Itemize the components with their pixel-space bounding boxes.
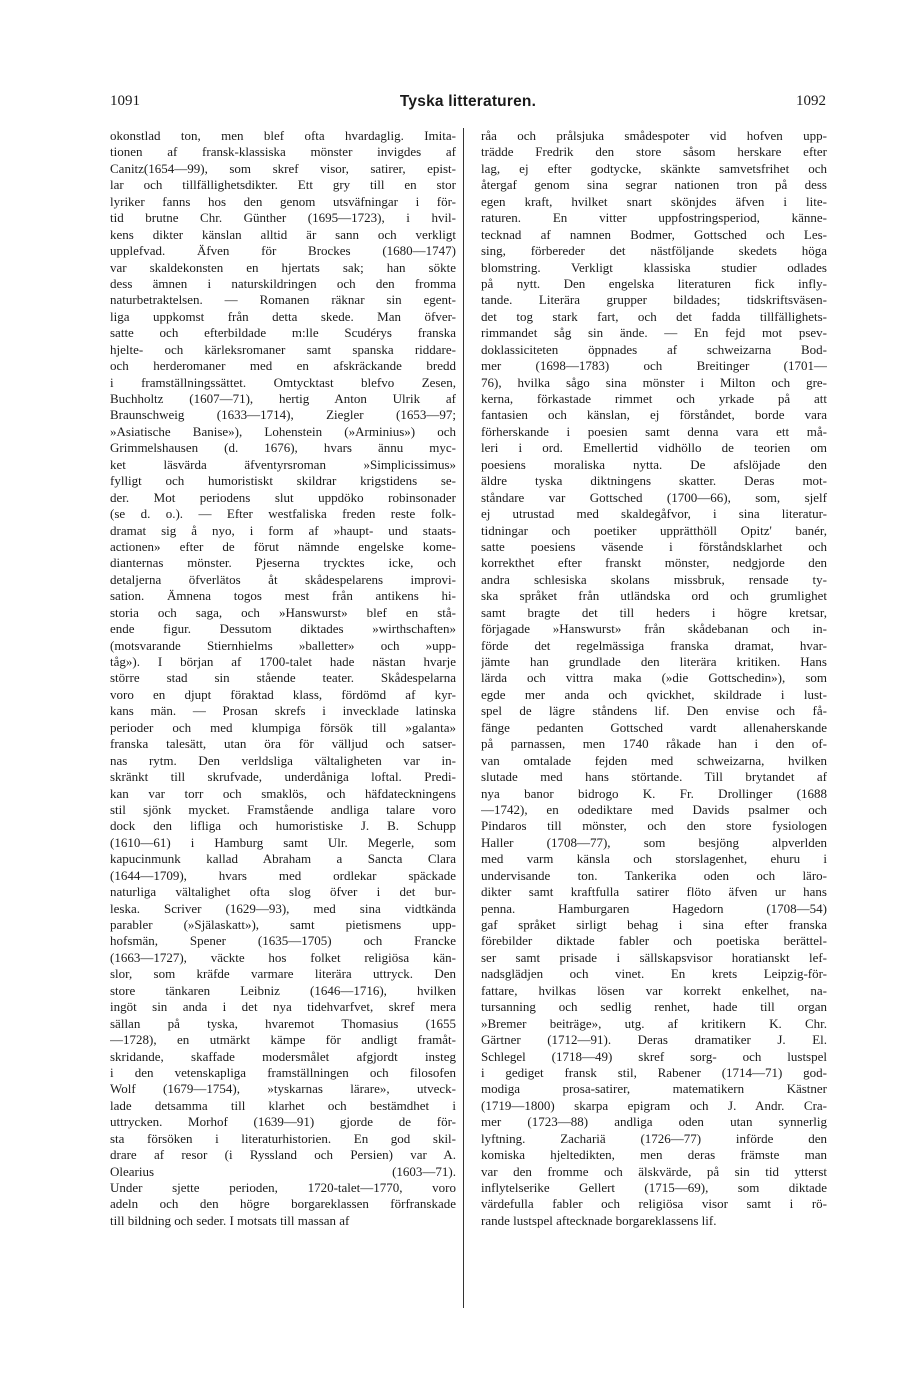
- text-line: Schlegel (1718—49) skref sorg- och lustspel: [481, 1048, 827, 1064]
- text-line: leska. Scriver (1629—93), med sina vidtkända: [110, 900, 456, 916]
- text-line: Buchholtz (1607—71), hertig Anton Ulrik af: [110, 391, 456, 406]
- text-line: hofsmän, Spener (1635—1705) och Francke: [110, 933, 456, 949]
- text-line: var den fromme och älskvärde, på sin tid ytterst: [481, 1163, 827, 1179]
- text-line: kens dikter känslan alltid är sann och verkligt: [110, 226, 456, 242]
- text-line: egen kraft, hvilket snart skönjdes äfven i lite-: [481, 193, 827, 209]
- text-line: detaljerna öfverlätos åt skådespelarens improvi-: [110, 571, 456, 587]
- text-line: var skaldekonsten en hjertats sak; han sökte: [110, 259, 456, 275]
- text-line: kerna, förkastade rimmet och yrkade på att: [481, 391, 827, 406]
- text-line: penna. Hamburgaren Hagedorn (1708—54): [481, 900, 827, 916]
- text-line: jämte han grundlade den literära kritiken. Hans: [481, 654, 827, 669]
- text-line: dramat sig å nyo, i form af »haupt- und staats-: [110, 522, 456, 538]
- text-line: leri i ord. Emellertid vidhöllo de teorien om: [481, 440, 827, 456]
- text-line: tid brutne Chr. Günther (1695—1723), i hvil-: [110, 210, 456, 226]
- text-line: lärda och vittra maka (»die Gottschedin»), som: [481, 670, 827, 686]
- text-line: ej utrustad med skaldegåfvor, i sina literatur-: [481, 506, 827, 522]
- text-line: Grimmelshausen (d. 1676), hvars ännu myc-: [110, 440, 456, 456]
- text-line: förde det regelmässiga franska dramat, hvar-: [481, 637, 827, 653]
- text-line: nas rytm. Den verldsliga vältaligheten var in-: [110, 752, 456, 768]
- text-line: tande. Literära grupper bildades; tidskriftsväsen-: [481, 292, 827, 308]
- text-line: skridande, skaffade modersmålet afgjordt insteg: [110, 1048, 456, 1064]
- text-line: store tänkaren Leibniz (1646—1716), hvilken: [110, 982, 456, 998]
- left-column: [110, 128, 456, 1229]
- text-line: Under sjette perioden, 1720-talet—1770, voro: [110, 1180, 456, 1195]
- text-line: mer (1698—1783) och Breitinger (1701—: [481, 358, 827, 374]
- text-line: blomstring. Verkligt klassiska studier odlades: [481, 259, 827, 275]
- text-line: tecknad af namnen Bodmer, Gottsched och Les-: [481, 226, 827, 242]
- text-line: ståndare var Gottsched (1700—66), som, sjelf: [481, 489, 827, 505]
- text-line: lyriker fanns hos den genom utsväfningar i för-: [110, 193, 456, 209]
- text-line: modiga prosa-satirer, matematikern Kästner: [481, 1081, 827, 1097]
- text-line: upplefvad. Äfven för Brockes (1680—1747): [110, 243, 456, 259]
- text-line: ende figur. Dessutom diktades »wirthschaften»: [110, 621, 456, 637]
- text-line: raturen. En vitter uppfostringsperiod, känne-: [481, 210, 827, 226]
- text-line: liga uppkomst från detta skede. Man öfver-: [110, 308, 456, 324]
- text-line: inflytelserike Gellert (1715—69), som diktade: [481, 1180, 827, 1195]
- text-line: undervisande ton. Tankerika oden och läro-: [481, 867, 827, 883]
- text-line: tåg»). I början af 1700-talet hade nästan hvarje: [110, 654, 456, 669]
- page-number-right: 1092: [796, 93, 826, 109]
- text-line: »Bremer beiträge», utg. af kritikern K. Chr.: [481, 1015, 827, 1031]
- text-line: i den vetenskapliga framställningen och filosofen: [110, 1064, 456, 1080]
- text-line: nya banor bidrogo K. Fr. Drollinger (1688: [481, 785, 827, 801]
- text-line: rande lustspel aftecknade borgareklassens lif.: [481, 1212, 717, 1228]
- text-line: dess ämnen i naturskildringen och den fromma: [110, 275, 456, 291]
- text-line: Gärtner (1712—91). Deras dramatiker J. El.: [481, 1032, 827, 1048]
- text-line: lade detsamma till klarhet och bestämdhet i: [110, 1097, 456, 1113]
- running-title: Tyska litteraturen.: [399, 93, 537, 110]
- text-line: tionen af fransk-klassiska mönster invigdes af: [110, 144, 456, 160]
- text-line: dikter samt kraftfulla satirer flöto äfven ur hans: [481, 884, 827, 900]
- text-line: återgaf genom sina segrar nationen tron på dess: [481, 177, 827, 193]
- text-line: större stad sin stående teater. Skådespelarna: [110, 670, 456, 686]
- text-line: ser samt prisade i sällskapsvisor horatianskt lef-: [481, 949, 827, 965]
- text-line: på nytt. Den engelska literaturen fick infly-: [481, 275, 827, 291]
- text-line: Haller (1708—77), som besjöng alpverlden: [481, 834, 827, 850]
- text-line: (1610—61) i Hamburg samt Ulr. Megerle, som: [110, 834, 456, 850]
- text-line: kapucinmunk kallad Abraham a Sancta Clara: [110, 851, 456, 867]
- text-line: ska språket från utländska ord och grumlighet: [481, 588, 827, 604]
- text-line: korrekthet efter franskt mönster, nedgjorde den: [481, 555, 827, 571]
- right-column: [481, 128, 827, 1229]
- text-line: franska talesätt, utan öra för välljud och satser-: [110, 736, 456, 752]
- text-line: lag, ej efter godtycke, skänkte samvetsfrihet och: [481, 160, 827, 176]
- text-line: kan var torr och smaklös, och häfdateckningens: [110, 785, 456, 801]
- text-line: —1728), en utmärkt kämpe för andligt framåt-: [110, 1032, 456, 1048]
- text-line: der. Mot periodens slut uppdöko robinsonader: [110, 489, 456, 505]
- text-line: tidningar och poetiker upprätthöll Opitz' banér,: [481, 522, 827, 538]
- text-line: sta försöken i literaturhistorien. En god skil-: [110, 1130, 456, 1146]
- text-line: egde mer anda och qvickhet, skildrade i lust-: [481, 686, 827, 702]
- text-line: (1719—1800) skarpa epigram och J. Andr. Cra-: [481, 1097, 827, 1113]
- text-line: (1663—1727), väckte hos folket religiösa kän-: [110, 949, 456, 965]
- text-line: slutade med hans störtande. Till brytandet af: [481, 769, 827, 785]
- text-line: okonstlad ton, men blef ofta hvardaglig. Imita-: [110, 128, 456, 143]
- text-line: uttrycken. Morhof (1639—91) gjorde de för-: [110, 1114, 456, 1130]
- text-line: drare af resor (i Ryssland och Persien) var A.: [110, 1147, 456, 1163]
- text-line: storia och saga, och »Hanswurst» blef en stå-: [110, 604, 456, 620]
- text-line: fylligt och humoristiskt skildrar krigstidens se-: [110, 473, 456, 489]
- text-line: —1742), en odediktare med Davids psalmer och: [481, 801, 827, 817]
- text-line: 76), hvilka sågo sina mönster i Milton och gre-: [481, 374, 827, 390]
- text-line: doklassiciteten öppnades af schweizarna Bod-: [481, 341, 827, 357]
- text-line: adeln och den högre borgareklassen förfranskade: [110, 1196, 456, 1212]
- text-line: spel de lägre ståndens lif. Den envise och få-: [481, 703, 827, 719]
- text-line: ket läsvärda äfventyrsroman »Simplicissimus»: [110, 456, 456, 472]
- text-line: på parnassen, men 1740 råkade han i den of-: [481, 736, 827, 752]
- text-line: det tog stark fart, och det fadda tillfällighets-: [481, 308, 827, 324]
- text-line: i framställningssättet. Omtycktast blefvo Zesen,: [110, 374, 456, 390]
- text-line: äldre tyska diktningens skatter. Deras mot-: [481, 473, 827, 489]
- text-line: parabler (»Själaskatt»), samt pietismens upp-: [110, 917, 456, 932]
- text-line: sation. Ämnena togos mest från antikens hi-: [110, 588, 456, 604]
- text-line: poesiens moraliska nytta. De afslöjade den: [481, 456, 827, 472]
- text-line: komiska hjeltedikten, men deras främste man: [481, 1147, 827, 1163]
- text-line: »Asiatische Banise»), Lohenstein (»Arminius») och: [110, 423, 456, 439]
- text-line: samt bragte det till heders i högre kretsar,: [481, 604, 827, 620]
- text-line: och herderomaner med en afskräckande bredd: [110, 358, 456, 374]
- text-line: tursanning och sedlig renhet, hade till organ: [481, 999, 827, 1015]
- text-line: (1644—1709), hvars med ordlekar späckade: [110, 867, 456, 883]
- column-divider: [463, 128, 464, 1308]
- text-line: ingöt sin anda i det nya tidehvarfvet, skref mera: [110, 999, 456, 1015]
- text-line: andra schlesiska skolans missbruk, rensade ty-: [481, 571, 827, 587]
- text-line: (motsvarande Stiernhielms »balletter» och »upp-: [110, 637, 456, 653]
- text-line: skränkt till skrufvade, underdåniga loftal. Predi-: [110, 769, 456, 785]
- text-line: slor, som kräfde varmare literära uttryck. Den: [110, 966, 456, 982]
- text-line: dianternas mönster. Pjeserna trycktes icke, och: [110, 555, 456, 571]
- text-line: naturbetraktelsen. — Romanen räknar sin egent-: [110, 292, 456, 308]
- text-line: trädde Fredrik den store såsom herskare efter: [481, 144, 827, 160]
- text-line: sällan på tyska, hvaremot Thomasius (1655: [110, 1015, 456, 1031]
- text-line: mer (1723—88) andliga oden utan synnerlig: [481, 1114, 827, 1130]
- text-line: satte och efterbildade m:lle Scudérys franska: [110, 325, 456, 341]
- text-line: satte poesiens väsende i förståndsklarhet och: [481, 538, 827, 554]
- page-number-left: 1091: [110, 93, 140, 109]
- page-header: [110, 93, 826, 115]
- text-line: fattare, hvilkas lösen var korrekt enkelhet, na-: [481, 982, 827, 998]
- text-line: Wolf (1679—1754), »tyskarnas lärare», utveck-: [110, 1081, 456, 1097]
- text-line: gaf språket sirligt behag i sina efter franska: [481, 917, 827, 932]
- text-line: naturliga vältalighet ofta slog öfver i det bur-: [110, 884, 456, 900]
- text-line: lyftning. Zachariä (1726—77) införde den: [481, 1130, 827, 1146]
- text-line: hjelte- och kärleksromaner samt spanska riddare-: [110, 341, 456, 357]
- text-line: Olearius (1603—71).: [110, 1163, 456, 1179]
- text-line: förebilder diktade fabler och poetiska berättel-: [481, 933, 827, 949]
- text-line: (se d. o.). — Efter westfaliska freden reste folk-: [110, 506, 456, 522]
- text-line: rimmandet såg sin ände. — En fejd mot psev-: [481, 325, 827, 341]
- text-line: sing, förbereder det nästföljande skedets höga: [481, 243, 827, 259]
- text-line: Pindaros till mönster, och den store fysiologen: [481, 818, 827, 834]
- text-line: till bildning och seder. I motsats till massan af: [110, 1212, 350, 1228]
- text-line: råa och prålsjuka smådespoter vid hofven upp-: [481, 128, 827, 143]
- text-line: med varm känsla och storslagenhet, ehuru i: [481, 851, 827, 867]
- text-line: stil sjönk mycket. Framstående andliga talare voro: [110, 801, 456, 817]
- text-line: Canitz(1654—99), som skref visor, satirer, epist-: [110, 160, 456, 176]
- text-line: van omtalade fejden med schweizarna, hvilken: [481, 752, 827, 768]
- text-line: i gediget fransk stil, Rabener (1714—71) god-: [481, 1064, 827, 1080]
- text-line: fantasien och känslan, ej förståndet, borde vara: [481, 407, 827, 423]
- text-line: kans män. — Prosan skrefs i invecklade latinska: [110, 703, 456, 719]
- text-line: förjagade »Hanswurst» från skådebanan och in-: [481, 621, 827, 637]
- text-line: värdefulla fabler och religiösa visor samt i rö-: [481, 1196, 827, 1212]
- text-line: fänge pedanten Gottsched vardt allenaherskande: [481, 719, 827, 735]
- text-line: voro en djupt föraktad klass, fördömd af kyr-: [110, 686, 456, 702]
- text-line: Braunschweig (1633—1714), Ziegler (1653—97;: [110, 407, 456, 423]
- text-line: actionen» efter de förut nämnde engelske kome-: [110, 538, 456, 554]
- text-line: lar och tillfällighetsdikter. Ett gry till en stor: [110, 177, 456, 193]
- text-line: perioder och med klumpiga försök till »galanta»: [110, 719, 456, 735]
- text-line: dock den lifliga och humoristiske J. B. Schupp: [110, 818, 456, 834]
- text-line: nadsglädjen och vinet. En krets Leipzig-för-: [481, 966, 827, 982]
- text-line: förherskande i poesien samt denna vara ett må-: [481, 423, 827, 439]
